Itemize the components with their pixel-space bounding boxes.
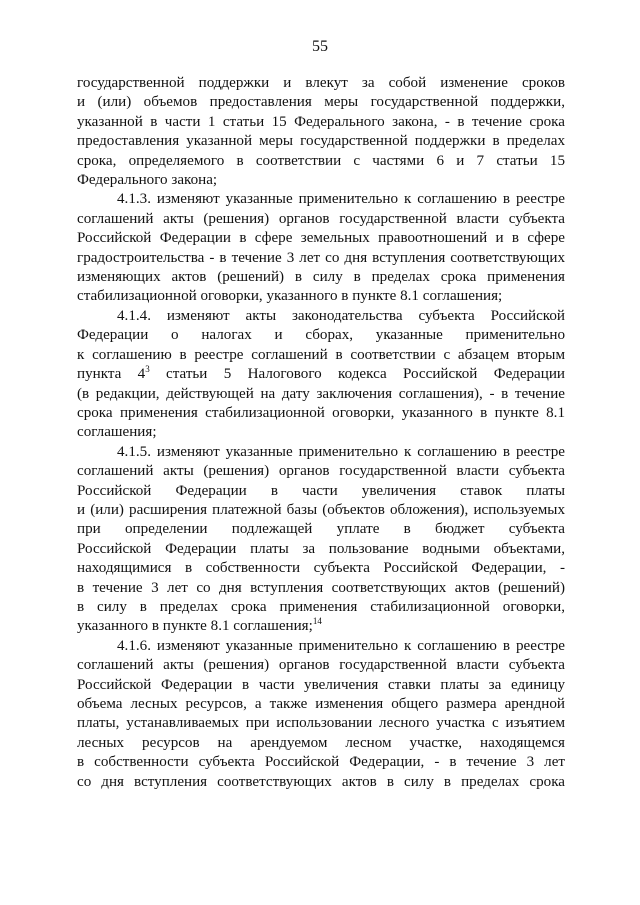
paragraph-line: изменяющих актов (решений) в силу в пределах срока применения — [77, 269, 565, 286]
paragraph-line: указанной в части 1 статьи 15 Федерального закона, - в течение срока — [77, 113, 565, 130]
paragraph-line: соглашений акты (решения) органов государственной власти субъекта — [77, 463, 565, 480]
paragraph-line: указанного в пункте 8.1 соглашения;$^{14}$ — [77, 616, 322, 635]
document-body — [77, 74, 565, 792]
paragraph-line: объема лесных ресурсов, а также изменения общего размера арендной — [77, 696, 565, 712]
paragraph-line: соглашений акты (решения) органов государственной власти субъекта — [77, 657, 565, 674]
paragraph-line: при определении подлежащей уплате в бюджет субъекта — [77, 521, 565, 538]
paragraph-line: срока, определяемого в соответствии с частями 6 и 7 статьи 15 — [77, 152, 565, 169]
paragraph-line: соглашений акты (решения) органов государственной власти субъекта — [77, 210, 565, 227]
paragraph-continuation: государственной поддержки и влекут за собой изменение сроков — [77, 75, 565, 91]
paragraph-line: срока применения стабилизационной оговорки, указанного в пункте 8.1 — [77, 404, 565, 421]
paragraph-line: стабилизационной оговорки, указанного в пункте 8.1 соглашения; — [77, 288, 503, 305]
paragraph-line: в течение 3 лет со дня вступления соответствующих актов (решений) — [77, 579, 565, 596]
superscript-3: 3 — [145, 364, 150, 375]
paragraph-line: платы, устанавливаемых при использовании лесного участка с изъятием — [77, 715, 565, 732]
clause-4-1-6: 4.1.6. изменяют указанные применительно к соглашению в реестре — [117, 637, 565, 654]
paragraph-line: Федерального закона; — [77, 172, 218, 189]
paragraph-line: Федерации о налогах и сборах, указанные применительно — [77, 327, 565, 344]
paragraph-line: со дня вступления соответствующих актов в силу в пределах срока — [77, 773, 565, 790]
paragraph-line: градостроительства - в течение 3 лет со дня вступления соответствующих — [77, 249, 565, 266]
paragraph-line: лесных ресурсов на арендуемом лесном участке, находящемся — [77, 734, 565, 751]
paragraph-line: находящимися в собственности субъекта Российской Федерации, - — [77, 560, 565, 577]
paragraph-line: и (или) объемов предоставления меры государственной поддержки, — [77, 94, 565, 111]
paragraph-line: Российской Федерации в части увеличения ставок платы — [77, 482, 565, 499]
clause-4-1-4: 4.1.4. изменяют акты законодательства субъекта Российской — [117, 307, 565, 324]
clause-4-1-5: 4.1.5. изменяют указанные применительно к соглашению в реестре — [117, 443, 565, 460]
paragraph-line: в собственности субъекта Российской Федерации, - в течение 3 лет — [77, 754, 565, 771]
paragraph-line: предоставления указанной меры государственной поддержки в пределах — [77, 133, 565, 150]
clause-4-1-3: 4.1.3. изменяют указанные применительно к соглашению в реестре — [117, 191, 565, 208]
paragraph-line: в силу в пределах срока применения стабилизационной оговорки, — [77, 598, 565, 615]
paragraph-line: Российской Федерации платы за пользование водными объектами, — [77, 540, 565, 557]
paragraph-line: к соглашению в реестре соглашений в соответствии с абзацем вторым — [77, 346, 565, 363]
paragraph-line: и (или) расширения платежной базы (объектов обложения), используемых — [77, 501, 565, 518]
paragraph-line: (в редакции, действующей на дату заключения соглашения), - в течение — [77, 385, 565, 402]
paragraph-line: соглашения; — [77, 424, 157, 441]
footnote-ref-14: 14 — [312, 616, 322, 627]
paragraph-line: Российской Федерации в части увеличения ставки платы за единицу — [77, 676, 565, 693]
page-number: 55 — [312, 38, 328, 55]
paragraph-line: пункта $4^3$ статьи 5 Налогового кодекса Российской Федерации — [77, 364, 565, 383]
paragraph-line: Российской Федерации в сфере земельных правоотношений и в сфере — [77, 230, 565, 247]
